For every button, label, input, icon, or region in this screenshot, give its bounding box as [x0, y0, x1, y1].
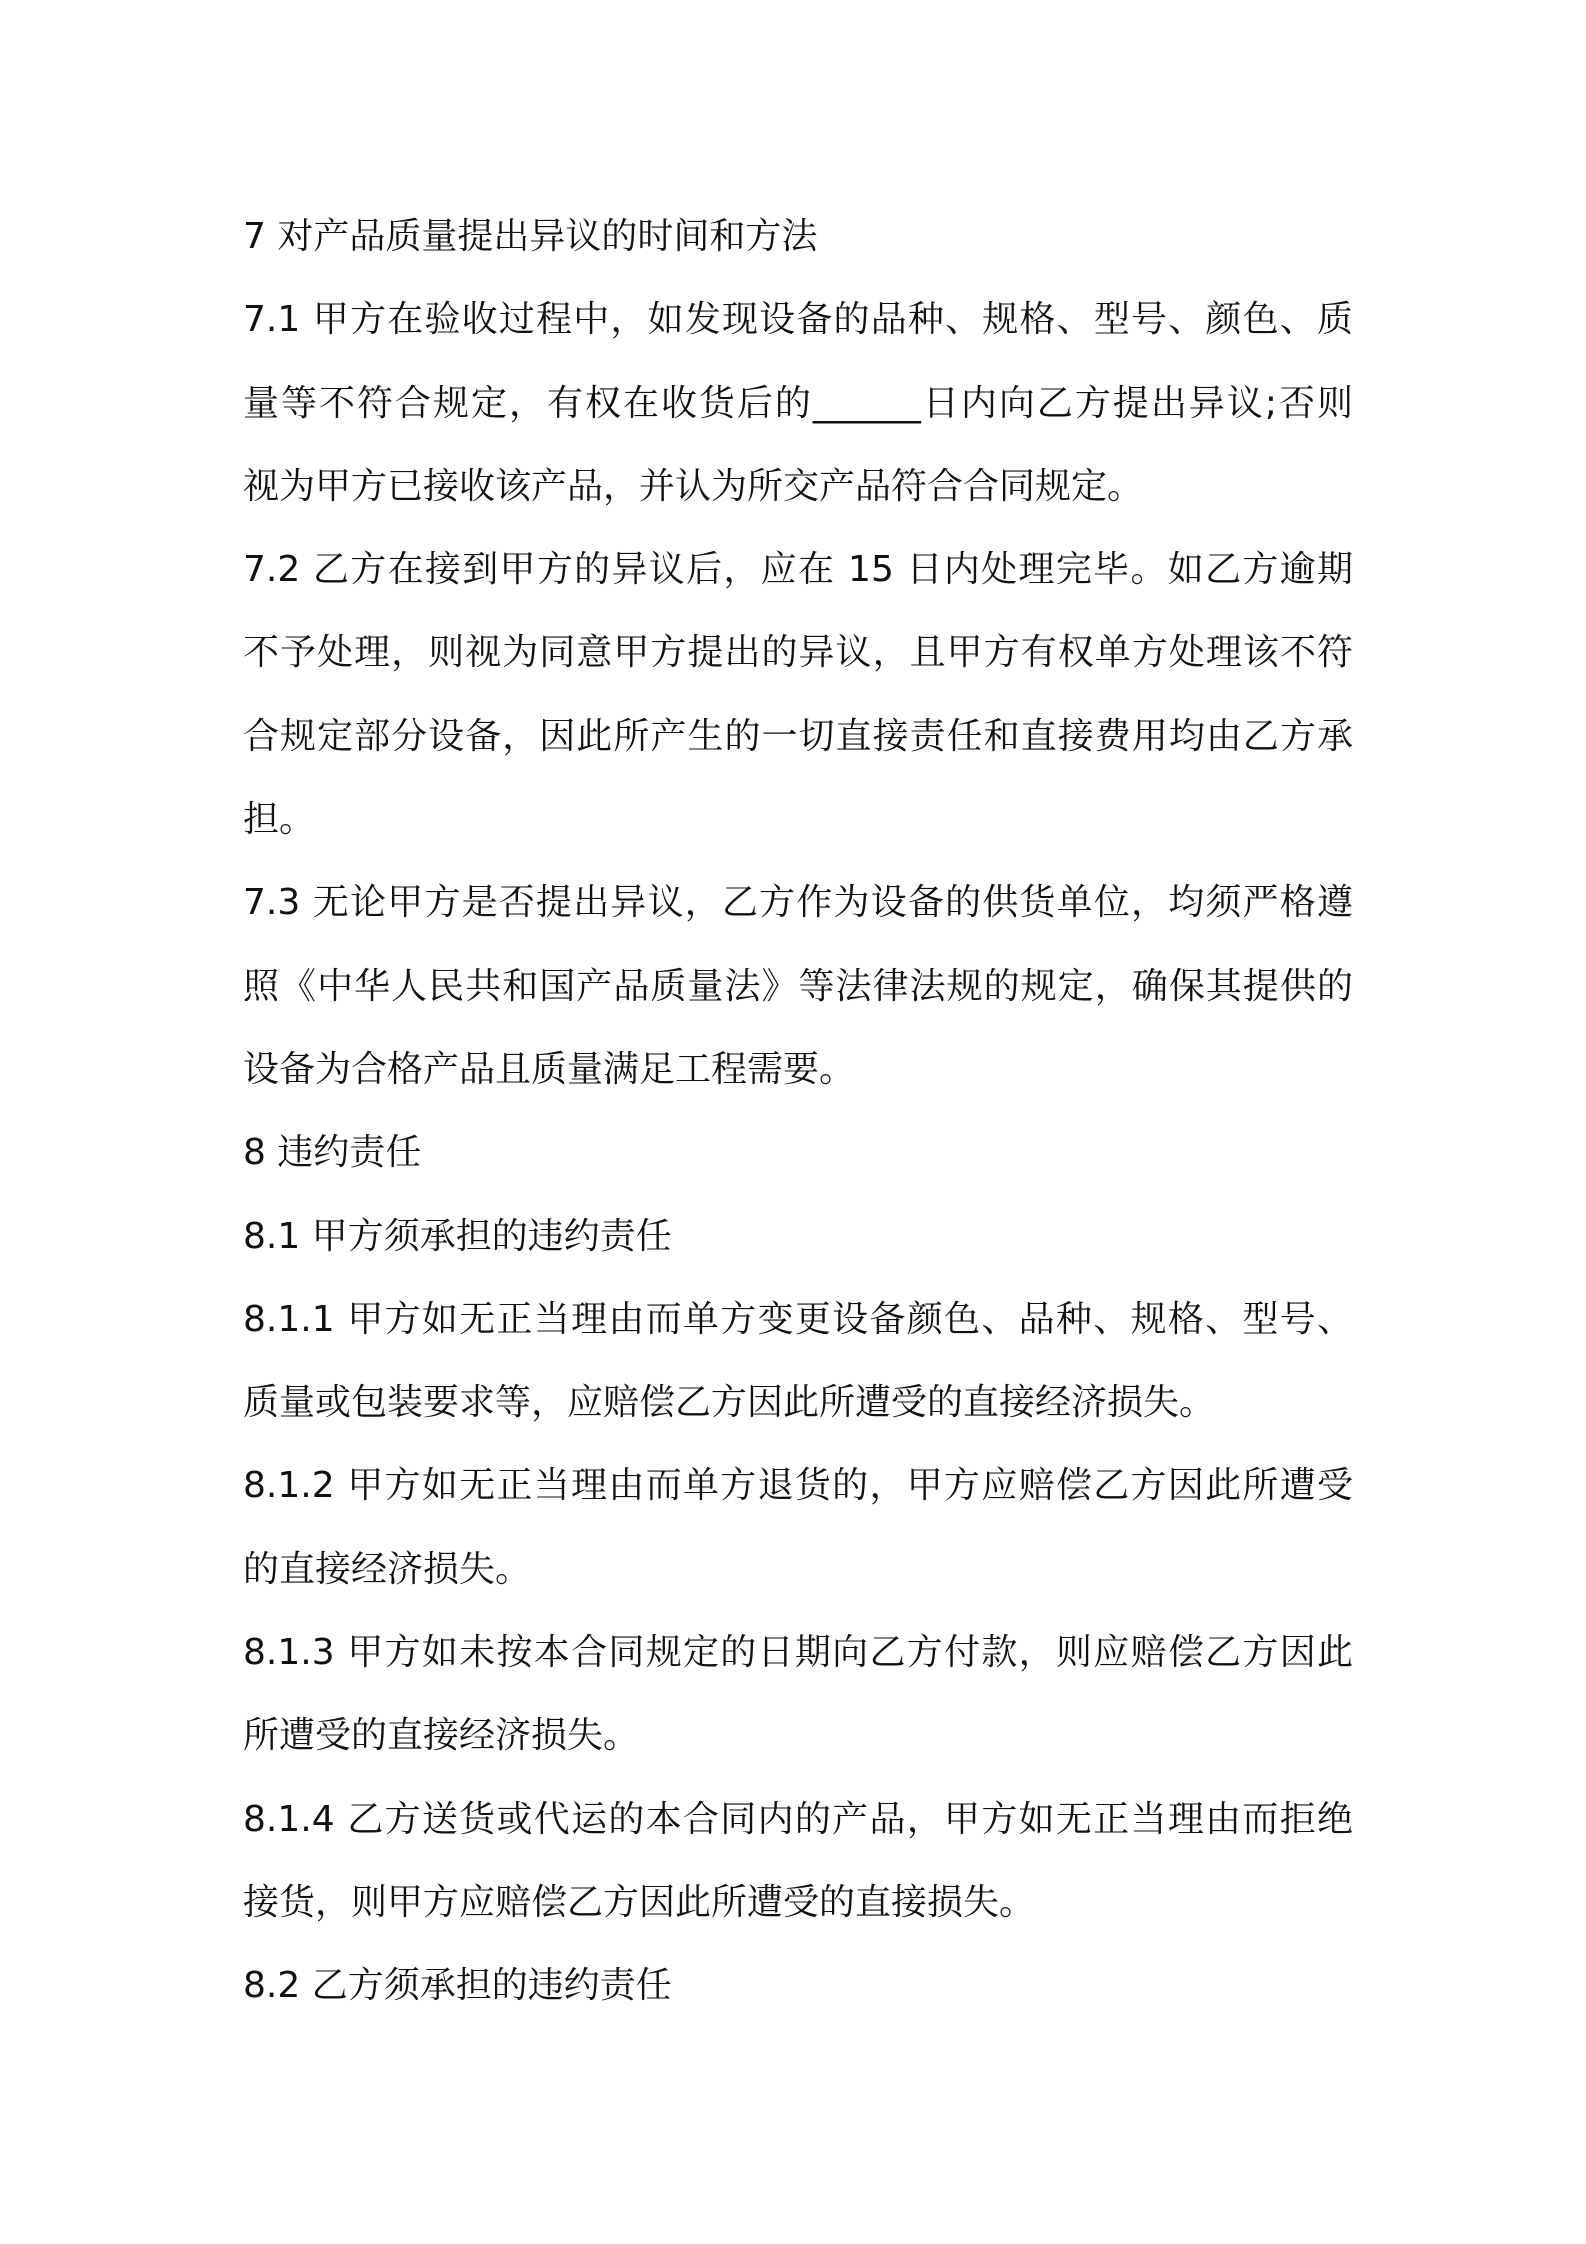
clause-7-3-line-1: 7.3 无论甲方是否提出异议，乙方作为设备的供货单位，均须严格遵 — [243, 882, 1353, 924]
clause-8-1-1-line-1: 8.1.1 甲方如无正当理由而单方变更设备颜色、品种、规格、型号、 — [243, 1298, 1353, 1340]
clause-8-1-4-line-1: 8.1.4 乙方送货或代运的本合同内的产品，甲方如无正当理由而拒绝 — [243, 1798, 1353, 1840]
clause-7-2-line-4: 担。 — [243, 799, 316, 841]
clause-8-1-1-line-2: 质量或包装要求等，应赔偿乙方因此所遭受的直接经济损失。 — [243, 1382, 1216, 1424]
clause-8-1-2-line-1: 8.1.2 甲方如无正当理由而单方退货的，甲方应赔偿乙方因此所遭受 — [243, 1465, 1353, 1507]
clause-7-2-line-3: 合规定部分设备，因此所产生的一切直接责任和直接费用均由乙方承 — [243, 715, 1353, 757]
clause-7-2-line-2: 不予处理，则视为同意甲方提出的异议，且甲方有权单方处理该不符 — [243, 632, 1353, 674]
clause-8-1-3-line-2: 所遭受的直接经济损失。 — [243, 1715, 640, 1757]
subsection-8-2-heading: 8.2 乙方须承担的违约责任 — [243, 1965, 672, 2007]
section-8-heading: 8 违约责任 — [243, 1132, 422, 1174]
clause-7-3-line-3: 设备为合格产品且质量满足工程需要。 — [243, 1048, 856, 1090]
subsection-8-1-heading: 8.1 甲方须承担的违约责任 — [243, 1215, 672, 1257]
clause-7-1-line-1: 7.1 甲方在验收过程中，如发现设备的品种、规格、型号、颜色、质 — [243, 299, 1353, 341]
document-page — [243, 195, 1353, 2028]
clause-7-1-line-2: 量等不符合规定，有权在收货后的______日内向乙方提出异议;否则 — [243, 382, 1353, 424]
clause-7-3-line-2: 照《中华人民共和国产品质量法》等法律法规的规定，确保其提供的 — [243, 965, 1353, 1007]
section-7-heading: 7 对产品质量提出异议的时间和方法 — [243, 216, 818, 257]
clause-7-1-line-3: 视为甲方已接收该产品，并认为所交产品符合合同规定。 — [243, 465, 1144, 507]
clause-8-1-4-line-2: 接货，则甲方应赔偿乙方因此所遭受的直接损失。 — [243, 1881, 1036, 1923]
clause-8-1-2-line-2: 的直接经济损失。 — [243, 1548, 532, 1590]
clause-7-2-line-1: 7.2 乙方在接到甲方的异议后，应在 15 日内处理完毕。如乙方逾期 — [243, 549, 1353, 591]
clause-8-1-3-line-1: 8.1.3 甲方如未按本合同规定的日期向乙方付款，则应赔偿乙方因此 — [243, 1632, 1353, 1674]
